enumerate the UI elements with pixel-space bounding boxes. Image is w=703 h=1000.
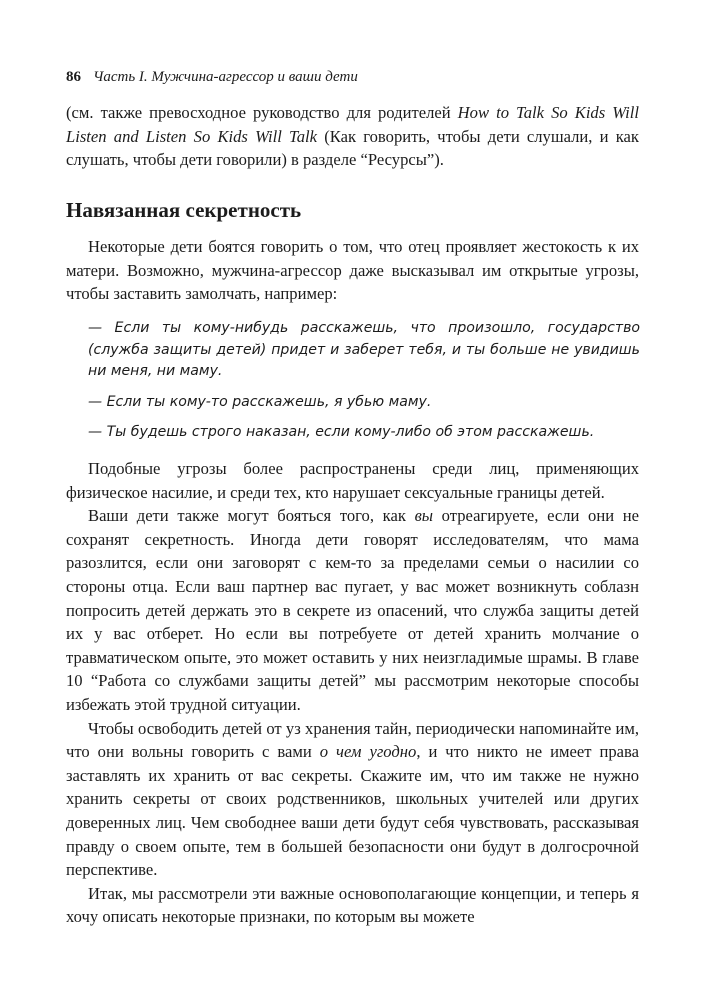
paragraph-3-end: отреагируете, если они не сохранят секретность. Иногда дети говорят исследователям, что мама разозлится, если они заговорят с кем-то за пределами семьи о насилии со стороны отца. Если ваш партнер вас пугает, у вас может возникнуть соблазн попросить детей держать это в секрете из опасений, что служба защиты детей их у вас отберет. Но если вы потребуете от детей хранить молчание о травматическом опыте, это может оставить у них неизгладимые шрамы. В главе 10 “Работа со службами защиты детей” мы рассмотрим некоторые способы избежать этой трудной ситуации.	[66, 506, 639, 714]
intro-text-end: (Как говорить, чтобы дети слушали, и как слушать, чтобы дети говорили) в разделе “Ресурсы”).	[66, 126, 639, 170]
page-number: 86	[66, 69, 81, 85]
paragraph-1	[66, 235, 639, 306]
book-title: How to Talk So Kids Will Listen and Listen So Kids Will Talk	[66, 103, 639, 146]
quote-1: — Если ты кому-нибудь расскажешь, что произошло, государство (служба защиты детей) придет и заберет тебя, и ты больше не увидишь ни меня, ни маму.	[88, 320, 640, 379]
paragraph-2: Подобные угрозы более распространены среди лиц, применяющих физическое насилие, и среди тех, кто нарушает сексуальные границы детей.	[66, 459, 639, 502]
paragraph-3	[66, 504, 639, 716]
emphasis-you: вы	[414, 506, 434, 526]
intro-paragraph	[66, 101, 639, 172]
main-text	[66, 457, 639, 929]
running-title: Часть I. Мужчина-агрессор и ваши дети	[93, 69, 358, 85]
quote-3: — Ты будешь строго наказан, если кому-либо об этом расскажешь.	[88, 424, 595, 440]
page-header	[66, 67, 641, 87]
threat-quotes	[88, 318, 640, 453]
paragraph-5: Итак, мы рассмотрели эти важные основополагающие концепции, и теперь я хочу описать некоторые признаки, по которым вы можете	[66, 883, 639, 927]
quote-2: — Если ты кому-то расскажешь, я убью маму.	[88, 393, 432, 410]
paragraph-4-start: Чтобы освободить детей от уз хранения тайн, периодически напоминайте им, что они вольны говорить с вами	[66, 718, 639, 762]
section-heading: Навязанная секретность	[66, 198, 302, 222]
paragraph-4	[66, 717, 639, 882]
emphasis-anything: о чем угодно	[319, 742, 417, 762]
intro-text-start: (см. также превосходное руководство для родителей	[66, 103, 458, 122]
paragraph-3-start: Ваши дети также могут бояться того, как	[88, 506, 415, 526]
paragraph-1-text: Некоторые дети боятся говорить о том, что отец проявляет жестокость к их матери. Возможно, мужчина-агрессор даже высказывал им открытые угрозы, чтобы заставить замолчать, например:	[66, 237, 639, 304]
paragraph-4-end: , и что никто не имеет права заставлять их хранить от вас секреты. Скажите им, что им также не нужно хранить секреты от своих родственников, школьных учителей или других доверенных лиц. Чем свободнее ваши дети будут себя чувствовать, рассказывая правду о своем опыте, тем в большей безопасности они будут в долгосрочной перспективе.	[66, 742, 639, 880]
